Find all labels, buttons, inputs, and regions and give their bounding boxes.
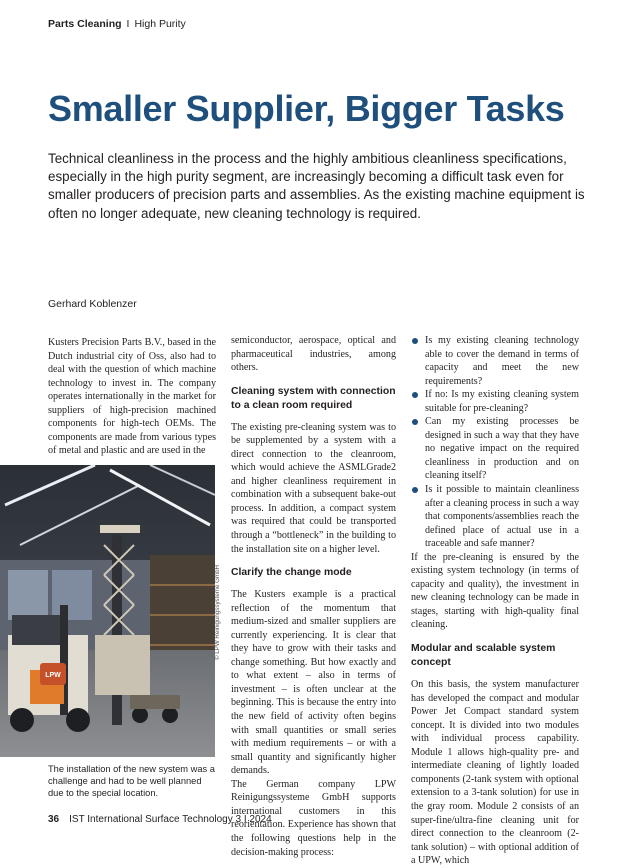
paragraph: The existing pre-cleaning system was to be supplemented by a system with a direct connection to the cleanroom, which would achieve the ASMLGrade2 and higher cleanliness requirement in combination with a subsequent bake-out process. In addition, a compact system was required that could be transported through a “bottleneck” in the building to the installation site on a higher level. <box>231 421 396 555</box>
subheading: Clarify the change mode <box>231 567 352 579</box>
article-title: Smaller Supplier, Bigger Tasks <box>48 88 565 129</box>
paragraph: On this basis, the system manufacturer has developed the compact and modular Power Jet Compact standard system concept. It is divided into two modules with individual process capability. Module 1 allows high-quality pre- and intermediate cleaning of lightly loaded components (2-tank system with optional extension to a 3-tank solution) for use in the gray room. Module 2 consists of an super-fine/ultra-fine cleaning unit for direct connection to the cleanroom (2-tank solution) – with optional addition of a UPW, which <box>411 679 579 867</box>
paragraph: The Kusters example is a practical reflection of the momentum that medium-sized and smaller suppliers are currently experiencing. It is clear that they have to grow with their tasks and change something. But how exactly and to what extent – also in terms of investment – is often unclear at the beginning. This is because the entry into the new field of activity often begins with small quantities or small series with medium requirements – or with a small quantity and significantly higher demands. <box>231 589 396 777</box>
page-number: 36 <box>48 814 60 825</box>
section-separator: I <box>126 18 130 30</box>
section-label: Parts Cleaning <box>48 18 122 30</box>
subheading: Modular and scalable system concept <box>411 643 556 669</box>
warehouse-scene-image <box>0 465 215 757</box>
journal-info: IST International Surface Technology 3 I 2024 <box>69 814 272 825</box>
list-item <box>411 483 579 551</box>
column-1 <box>48 336 216 458</box>
paragraph: semiconductor, aerospace, optical and pharmaceutical industries, among others. <box>231 335 396 374</box>
paragraph: The German company LPW Reinigungssysteme GmbH supports international customers in this reorientation. Experience has shown that the following questions help in the decision-making process: <box>231 778 396 858</box>
list-item <box>411 388 579 415</box>
list-item <box>411 334 579 388</box>
list-item-text: Is it possible to maintain cleanliness after a cleaning process in such a way that components/assemblies reach the defined place of actual use in a traceable and safe manner? <box>425 484 579 550</box>
list-item <box>411 415 579 483</box>
article-lead: Technical cleanliness in the process and the highly ambitious cleanliness specifications, especially in the high purity segment, are increasingly becoming a difficult task even for smaller producers of precision parts and assemblies. As the existing machine equipment is often no longer adequate, new cleaning technology is required. <box>48 151 585 221</box>
column-3 <box>411 334 579 868</box>
question-list <box>411 334 579 551</box>
bullet-icon <box>412 338 418 344</box>
bullet-icon <box>412 487 418 493</box>
subheading: Cleaning system with connection to a clean room required <box>231 385 396 411</box>
section-header <box>48 18 186 30</box>
author-byline: Gerhard Koblenzer <box>48 298 137 310</box>
bullet-icon <box>412 392 418 398</box>
subsection-label: High Purity <box>134 18 186 30</box>
sign-text: LPW <box>45 672 61 679</box>
list-item-text: Can my existing processes be designed in such a way that they have no negative impact on the required cleanliness in production and on cleaning itself? <box>425 416 579 482</box>
article-photo <box>0 465 215 757</box>
paragraph: If the pre-cleaning is ensured by the existing system technology (in terms of capacity and quality), the investment in new cleaning technology can be made in stages, starting with high-quality final cleaning. <box>411 551 579 631</box>
paragraph: Kusters Precision Parts B.V., based in the Dutch industrial city of Oss, also had to deal with the question of which machine technology to invest in. The company operates internationally in the market for suppliers of high-precision machined components for high-tech OEMs. The components are made from various types of metal and plastic and are used in the <box>48 337 216 457</box>
photo-caption: The installation of the new system was a challenge and had to be well planned due to the special location. <box>48 764 215 798</box>
list-item-text: Is my existing cleaning technology able to cover the demand in terms of capacity and meet the new requirements? <box>425 335 579 387</box>
photo-credit: © LPW Reinigungssysteme GmbH <box>214 565 221 660</box>
page-footer <box>48 814 272 825</box>
list-item-text: If no: Is my existing cleaning system suitable for pre-cleaning? <box>425 389 579 414</box>
bullet-icon <box>412 419 418 425</box>
column-2 <box>231 334 396 859</box>
